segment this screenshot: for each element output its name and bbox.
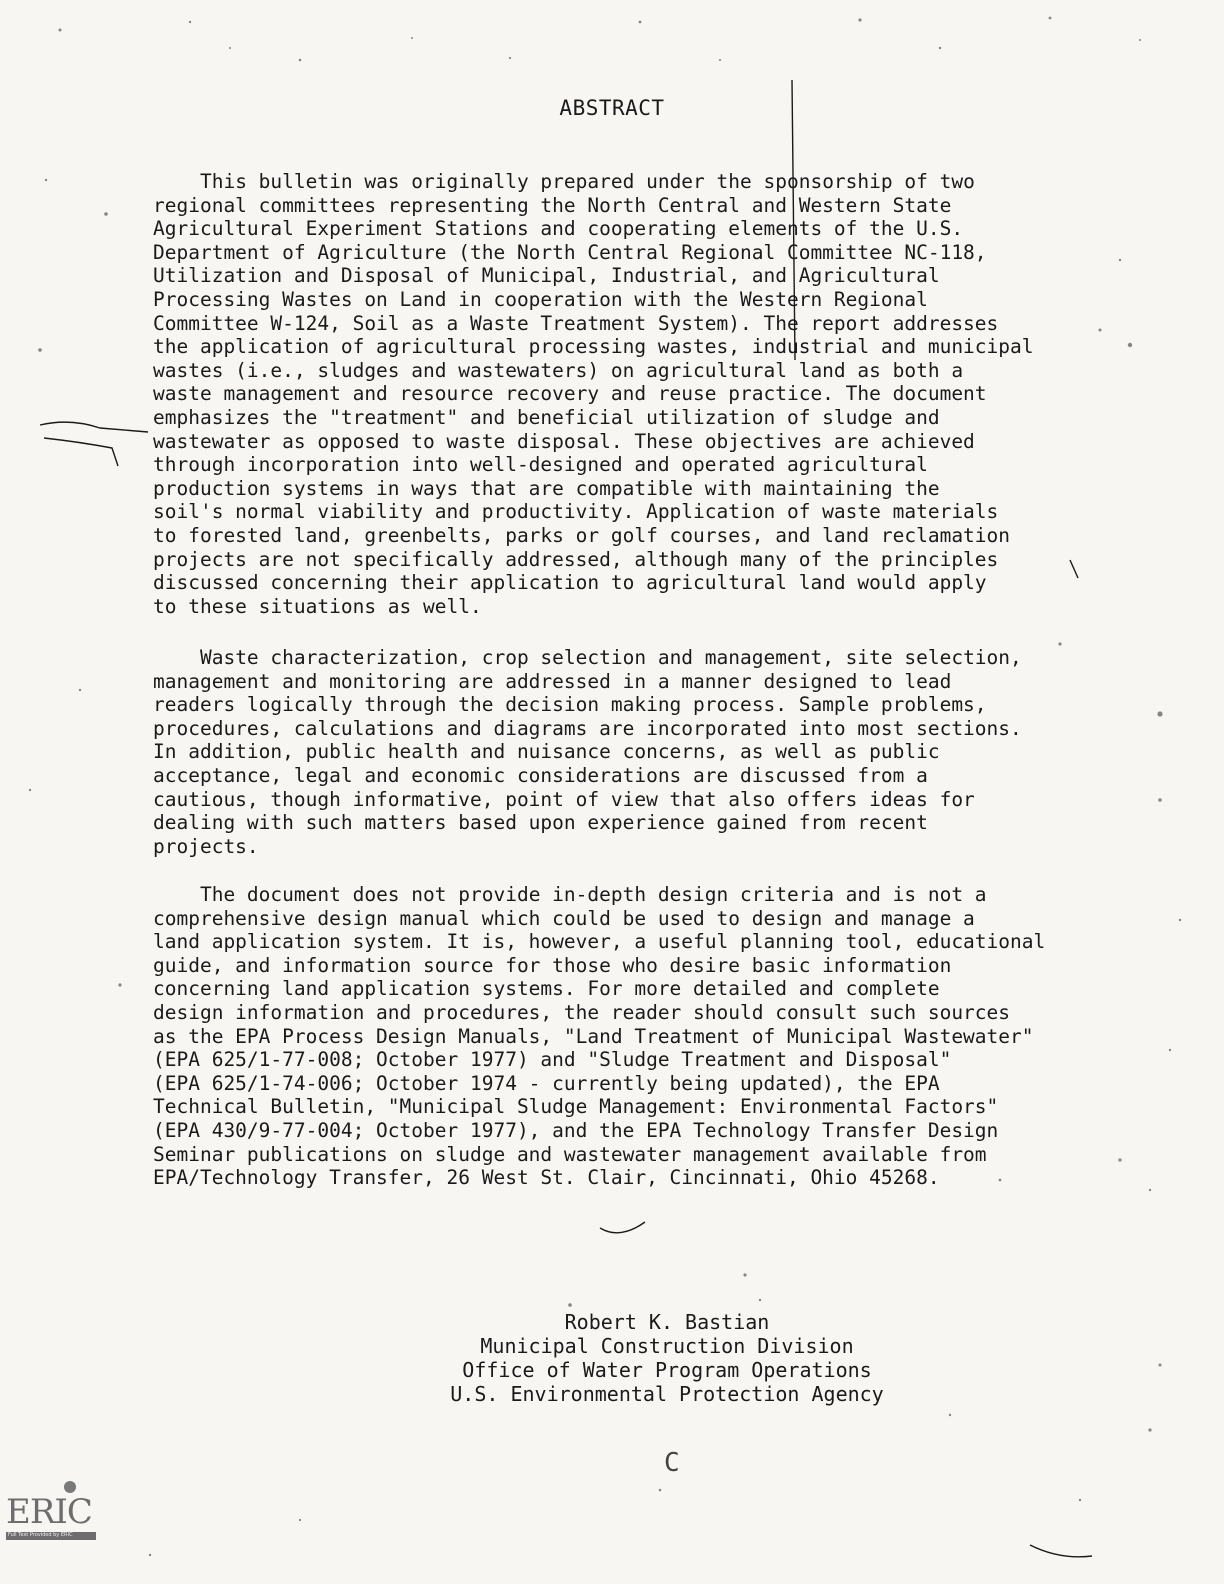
abstract-paragraph-1: This bulletin was originally prepared under the sponsorship of two regional committees representing the North Central and Western State Agricultural Experiment Stations and cooperating elements of the U.S. Department of Agriculture (the North Central Regional Committee NC-118, Utilization and Disposal of Municipal, Industrial, and Agricultural Processing Wastes on Land in cooperation with the Western Regional Committee W-124, Soil as a Waste Treatment System). The report addresses the application of agricultural processing wastes, industrial and municipal wastes (i.e., sludges and wastewaters) on agricultural land as both a waste management and resource recovery and reuse practice. The document emphasizes the "treatment" and beneficial utilization of sludge and wastewater as opposed to waste disposal. These objectives are achieved through incorporation into well-designed and operated agricultural production systems in ways that are compatible with maintaining the soil's normal viability and productivity. Application of waste materials to forested land, greenbelts, parks or golf courses, and land reclamation projects are not specifically addressed, although many of the principles discussed concerning their application to agricultural land would apply to these situations as well. [153,170,1034,618]
logo-text: ERIC [6,1492,92,1532]
signature-block [0,1310,1224,1406]
author-office: Office of Water Program Operations [462,1358,872,1382]
logo-subtext: Full Text Provided by ERIC [8,1532,73,1538]
abstract-title: ABSTRACT [559,96,665,120]
author-name: Robert K. Bastian [564,1310,770,1334]
eric-logo [4,1480,100,1542]
abstract-paragraph-3: The document does not provide in-depth design criteria and is not a comprehensive design manual which could be used to design and manage a land application system. It is, however, a useful planning tool, educational guide, and information source for those who desire basic information concerning land application systems. For more detailed and complete design information and procedures, the reader should consult such sources as the EPA Process Design Manuals, "Land Treatment of Municipal Wastewater" (EPA 625/1-77-008; October 1977) and "Sludge Treatment and Disposal" (EPA 625/1-74-006; October 1974 - currently being updated), the EPA Technical Bulletin, "Municipal Sludge Management: Environmental Factors" (EPA 430/9-77-004; October 1977), and the EPA Technology Transfer Design Seminar publications on sludge and wastewater management available from EPA/Technology Transfer, 26 West St. Clair, Cincinnati, Ohio 45268. [153,883,1046,1190]
abstract-paragraph-2: Waste characterization, crop selection and management, site selection, management and monitoring are addressed in a manner designed to lead readers logically through the decision making process. Sample problems, procedures, calculations and diagrams are incorporated into most sections. In addition, public health and nuisance concerns, as well as public acceptance, legal and economic considerations are discussed from a cautious, though informative, point of view that also offers ideas for dealing with such matters based upon experience gained from recent projects. [153,646,1022,858]
author-agency: U.S. Environmental Protection Agency [450,1382,884,1406]
author-division: Municipal Construction Division [480,1334,854,1358]
page-number: C [664,1448,680,1478]
